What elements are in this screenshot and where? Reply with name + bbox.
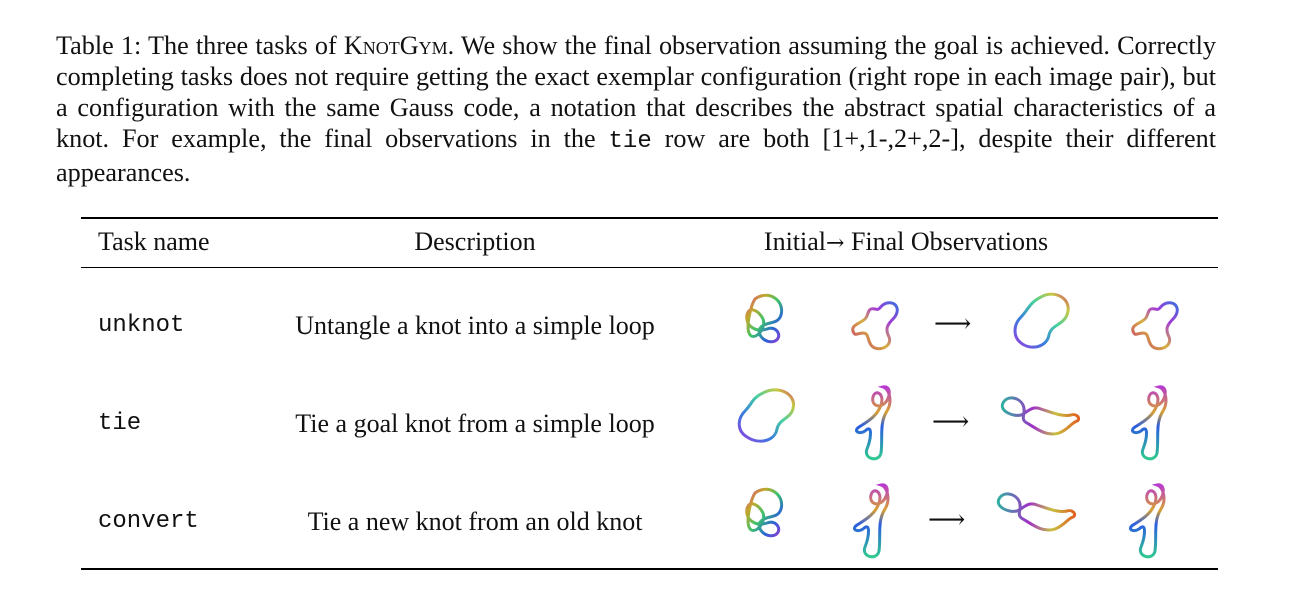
row-unknot-description: Untangle a knot into a simple loop [295, 311, 655, 340]
caption-label: Table 1: [56, 31, 142, 60]
row-convert-final-exemplar-rope-image [1125, 481, 1169, 561]
tasks-table [81, 217, 1218, 571]
header-arrow: → [826, 231, 845, 256]
row-convert-description: Tie a new knot from an old knot [307, 507, 643, 536]
row-convert-initial-exemplar-rope-image [849, 481, 893, 561]
row-unknot-final-rope-image [1011, 291, 1073, 351]
row-tie-final-exemplar-rope-image [1127, 383, 1171, 463]
row-tie-arrow: ⟶ [932, 407, 970, 437]
row-unknot-initial-exemplar-rope-image [847, 297, 903, 353]
row-tie-description: Tie a goal knot from a simple loop [295, 409, 655, 438]
row-tie-initial-rope-image [735, 387, 799, 445]
caption-env-name: KnotGym [343, 31, 448, 60]
table-bottom-rule [81, 568, 1218, 570]
header-description: Description [414, 227, 536, 256]
row-unknot-arrow: ⟶ [934, 309, 972, 339]
table-top-rule [81, 217, 1218, 219]
caption-text-3: row are both [1+,1-,2+,2-], despite their different appearances. [56, 124, 1216, 187]
row-tie-initial-exemplar-rope-image [851, 383, 895, 463]
header-observations-initial: Initial [763, 227, 826, 256]
row-unknot-final-exemplar-rope-image [1127, 297, 1183, 353]
row-convert-task: convert [98, 508, 199, 535]
caption-text-1: The three tasks of [141, 31, 344, 60]
table-mid-rule [81, 267, 1218, 268]
table-caption [56, 30, 1216, 188]
header-observations-final: Final Observations [844, 227, 1049, 256]
row-convert-final-rope-image [993, 489, 1077, 539]
row-unknot-task: unknot [98, 312, 185, 339]
header-observations [764, 227, 1048, 259]
row-convert-initial-rope-image [741, 485, 789, 545]
row-convert-arrow: ⟶ [928, 505, 966, 535]
caption-code-word: tie [608, 128, 652, 155]
caption-text-2: . We show the final observation assuming the goal is achieved. Correctly completing tasks does not require getting the exact exemplar configuration (right rope in each image pair), but a configuration with the same Gauss code, a notation that describes the abstract spatial characteristics of a knot. For example, the final observations in the [56, 31, 1216, 153]
row-tie-final-rope-image [997, 393, 1081, 443]
row-unknot-initial-rope-image [741, 291, 789, 351]
header-task-name: Task name [98, 227, 210, 256]
row-tie-task: tie [98, 410, 142, 437]
